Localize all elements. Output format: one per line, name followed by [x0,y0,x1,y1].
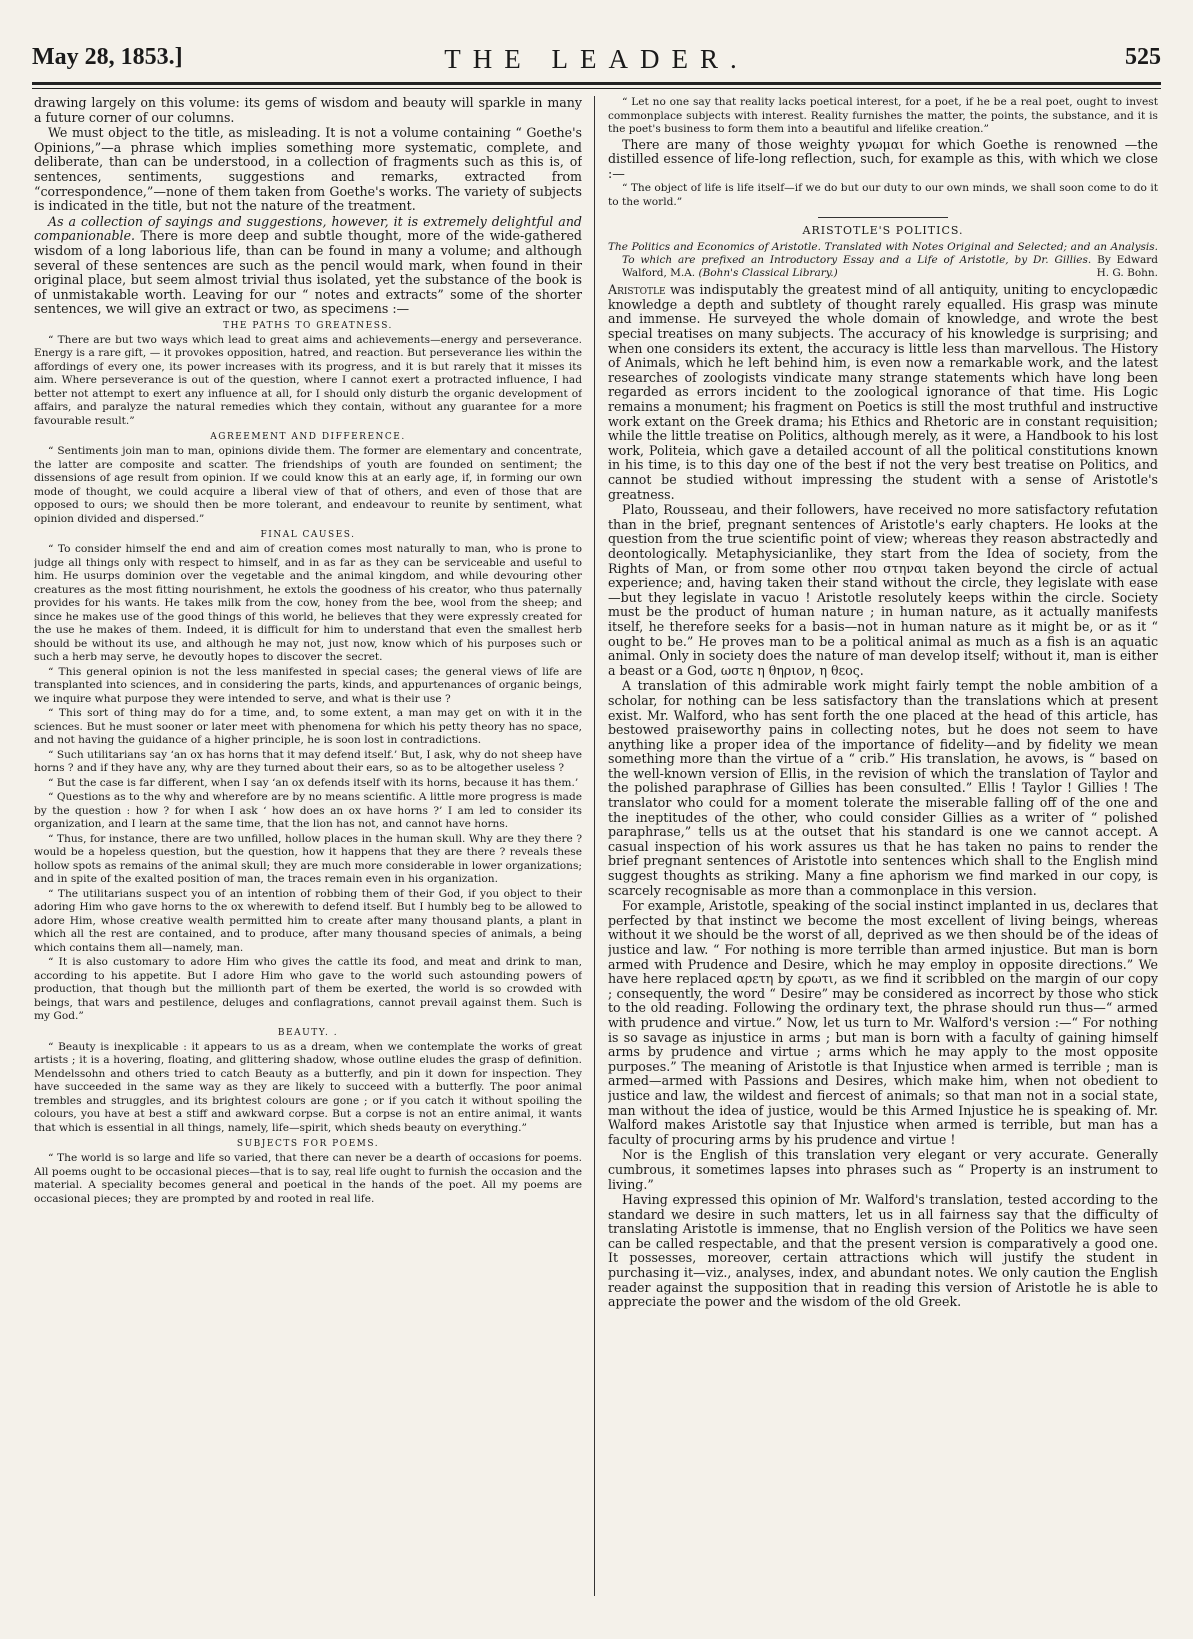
quotation: “ To consider himself the end and aim of creation comes most naturally to man, who is prone to judge all things only with respect to himself, and in as far as they can be serviceable and useful to him. He usurps dominion over the vegetable and the animal kingdom, and while devouring other creatures as the most fitting nourishment, he extols the goodness of his creator, who thus paternally provides for his wants. He takes milk from the cow, honey from the bee, wool from the sheep; and since he makes use of the good things of this world, he believes that they were expressly created for the use he makes of them. Indeed, it is difficult for him to understand that even the smallest herb should be without its use, and although he may not, just now, know which of his purposes such or such a herb may serve, he devoutly hopes to discover the secret. [34,543,582,664]
paragraph-text: There is more deep and subtle thought, more of the wide-gathered wisdom of a long laborious life, than can be found in many a volume; and although several of these sentences are such as the pencil would mark, when found in their original place, but seem almost trivial thus isolated, yet the substance of the book is of unmistakable worth. Leaving for our “ notes and extracts” some of the shorter sentences, we will give an extract or two, as specimens :— [34,228,582,317]
right-column [608,96,1158,1596]
quotation: “ Such utilitarians say ‘an ox has horns that it may defend itself.’ But, I ask, why do not sheep have horns ? and if they have any, why are they turned about their ears, so as to be altogether useless ? [34,748,582,775]
paragraph: There are many of those weighty γνωμαι for which Goethe is renowned —the distilled essence of life-long reflection, such, for example as this, with which we close :— [608,136,1158,181]
section-heading: FINAL CAUSES. [260,530,356,541]
paragraph: Plato, Rousseau, and their followers, have received no more satisfactory refutation than in the brief, pregnant sentences of Aristotle's early chapters. He looks at the question from the true scientific point of view; whereas they reason abstractedly and deontologically. Metaphysicianlike, they start from the Idea of society, from the Rights of Man, or from some other πoυ στηναι taken beyond the circle of actual experience; and, having taken their stand without the circle, they legislate with ease—but they legislate in vacuo ! Aristotle resolutely keeps within the circle. Society must be the product of human nature ; in human nature, as it actually manifests itself, he therefore seeks for a basis—not in human nature as it might be, or as it “ ought to be.” He proves man to be a political animal as much as a fish is an aquatic animal. Only in society does the nature of man develop itself; without it, man is either a beast or a God, ωστε η θηριον, η θεος. [608,502,1158,678]
quotation: “ The object of life is life itself—if we do but our duty to our own minds, we shall soon come to do it to the world.” [608,182,1158,208]
left-column [34,96,582,1596]
article-separator [818,217,948,218]
paper-title: THE LEADER. [444,44,749,74]
quotation: “ The world is so large and life so varied, that there can never be a dearth of occasions for poems. All poems ought to be occasional pieces—that is to say, real life ought to furnish the occasion and the material. A speciality becomes general and poetical in the hands of the poet. All my poems are occasional pieces; they are prompted by and rooted in real life. [34,1152,582,1205]
column-divider [594,96,595,1596]
quotation: “ But the case is far different, when I say ‘an ox defends itself with its horns, because it has them.’ [48,776,579,789]
italic-lead: As a collection of sayings and suggestions, however, it is extremely delightful and companionable. [34,213,582,244]
paragraph: Nor is the English of this translation very elegant or very accurate. Generally cumbrous, it sometimes lapses into phrases such as “ Property is an instrument to living.” [608,1147,1158,1192]
section-heading: THE PATHS TO GREATNESS. [223,320,393,331]
quotation: “ The utilitarians suspect you of an intention of robbing them of their God, if you object to their adoring Him who gave horns to the ox wherewith to defend itself. But I humbly beg to be allowed to adore Him, whose creative wealth permitted him to create after many thousand plants, a plant in which all the rest are contained, and to produce, after many thousand species of animals, a being which contains them all—namely, man. [34,887,582,954]
issue-date: May 28, 1853.] [32,44,183,70]
quotation: “ Questions as to the why and wherefore are by no means scientific. A little more progress is made by the question : how ? for when I ask ‘ how does an ox have horns ?’ I am led to consider its organization, and I learn at the same time, that the lion has not, and cannot have horns. [34,791,582,831]
drop-lead: Aristotle [608,282,666,298]
paragraph: A translation of this admirable work might fairly tempt the noble ambition of a scholar, for nothing can be less satisfactory than the translations which at present exist. Mr. Walford, who has sent forth the one placed at the head of this article, has bestowed praiseworthy pains in collecting notes, but he does not seem to have anything like a proper idea of the importance of fidelity—and by fidelity we mean something more than the virtue of a “ crib.” His translation, he avows, is “ based on the well-known version of Ellis, in the revision of which the translation of Taylor and the polished paraphrase of Gillies has been consulted.” Ellis ! Taylor ! Gillies ! The translator who could for a moment tolerate the miserable falling off of the one and the ineptitudes of the other, who could consider Gillies as a writer of “ polished paraphrase,” tells us at the outset that his standard is one we cannot accept. A casual inspection of his work assures us that he has taken no pains to render the brief pregnant sentences of Aristotle into sentences which shall to the English mind suggest thoughts as striking. Many a fine aphorism we find marked in our copy, is scarcely recognisable as more than a commonplace in this version. [608,678,1158,898]
page-number: 525 [1125,44,1161,70]
bibliographic-note [608,241,1158,280]
paragraph: For example, Aristotle, speaking of the social instinct implanted in us, declares that perfected by that instinct we become the most excellent of living beings, whereas without it we should be the worst of all, deprived as we then should be of the ideas of justice and law. “ For nothing is more terrible than armed injustice. But man is born armed with Prudence and Desire, which he may employ in opposite directions.” We have here replaced αρετη by ερωτι, as we find it scribbled on the margin of our copy ; consequently, the word “ Desire” may be considered as incorrect by those who stick to the old reading. Following the ordinary text, the phrase should run thus—“ armed with prudence and virtue.” Now, let us turn to Mr. Walford's version :—“ For nothing is so savage as injustice in arms ; but man is born with a faculty of gaining himself arms by prudence and virtue ; arms which he may apply to the most opposite purposes.” The meaning of Aristotle is that Injustice when armed is terrible ; man is armed—armed with Passions and Desires, which make him, when not obedient to justice and law, the wildest and fiercest of animals; so that man not in a social state, man without the idea of justice, would be this Armed Injustice he is speaking of. Mr. Walford makes Aristotle say that Injustice when armed is terrible, but man has a faculty of procuring arms by his prudence and virtue ! [608,898,1158,1147]
quotation: “ Thus, for instance, there are two unfilled, hollow places in the human skull. Why are they there ? would be a hopeless question, but the question, how it happens that they are there ? reveals these hollow spots as remains of the animal skull; they are much more considerable in lower organizations; and in spite of the exalted position of man, the traces remain even in his organization. [34,832,582,886]
paragraph: We must object to the title, as misleading. It is not a volume containing “ Goethe's Opinions,”—a phrase which implies something more systematic, complete, and deliberate, than can be understood, in a collection of fragments such as this is, of sentences, sentiments, suggestions and remarks, extracted from “correspondence,”—none of them taken from Goethe's works. The variety of subjects is indicated in the title, but not the nature of the treatment. [34,125,582,214]
quotation: “ Sentiments join man to man, opinions divide them. The former are elementary and concentrate, the latter are composite and scatter. The friendships of youth are founded on sentiment; the dissensions of age result from opinion. If we could know this at an early age, if, in forming our own mode of thought, we could acquire a liberal view of that of others, and even of those that are opposed to ours; we should then be more tolerant, and endeavour to reunite by sentiment, what opinion divided and dispersed.” [34,445,582,525]
masthead-rule-thick [32,82,1161,85]
section-heading: AGREEMENT AND DIFFERENCE. [210,432,406,443]
masthead [32,44,1161,80]
paragraph: Having expressed this opinion of Mr. Walford's translation, tested according to the standard we desire in such matters, let us in all fairness say that the difficulty of translating Aristotle is immense, that no English version of the Politics we have seen can be called respectable, and that the present version is comparatively a good one. It possesses, moreover, certain attractions which will justify the student in purchasing it—viz., analyses, index, and abundant notes. We only caution the English reader against the supposition that in reading this version of Aristotle he is able to appreciate the power and the wisdom of the old Greek. [608,1192,1158,1310]
review-title: ARISTOTLE'S POLITICS. [802,224,964,238]
book-publisher: H. G. Bohn. [1096,267,1158,280]
masthead-rule-thin [32,88,1161,89]
section-heading: SUBJECTS FOR POEMS. [236,1139,380,1150]
book-author: By Edward Walford, M.A. [622,254,1158,280]
quotation: “ This general opinion is not the less manifested in special cases; the general views of life are transplanted into sciences, and in considering the parts, kinds, and appurtenances of organic beings, we inquire what purpose they were intended to serve, and what is their use ? [34,665,582,705]
quotation: “ It is also customary to adore Him who gives the cattle its food, and meat and drink to man, according to his appetite. But I adore Him who gave to the world such astounding powers of production, that though but the millionth part of them be exerted, the world is so crowded with beings, that wars and pestilence, deluges and conflagrations, cannot prevail against them. Such is my God.” [34,956,582,1023]
paragraph-text: was indisputably the greatest mind of all antiquity, uniting to encyclopædic knowledge a depth and subtlety of thought rarely equalled. His grasp was minute and immense. He surveyed the whole domain of knowledge, and wrote the best special treatises on many subjects. The accuracy of his knowledge is surprising; and when one considers its extent, the accuracy is little less than marvellous. The History of Animals, which he left behind him, is even now a remarkable work, and the latest researches of zoologists vindicate many strange statements which have long been regarded as errors incident to the zoological ignorance of that time. His Logic remains a monument; his fragment on Poetics is still the most truthful and instructive work extant on the Greek drama; his Ethics and Rhetoric are in constant requisition; while the little treatise on Politics, although merely, as it were, a Handbook to his lost work, Politeia, which gave a detailed account of all the political constitutions known in his time, is to this day one of the best if not the very best treatise on Politics, and cannot be studied without impressing the student with a sense of Aristotle's greatness. [608,282,1158,502]
quotation: “ There are but two ways which lead to great aims and achievements—energy and perseverance. Energy is a rare gift, — it provokes opposition, hatred, and reaction. But perseverance lies within the affordings of every one, its power increases with its progress, and it is but rarely that it misses its aim. Where perseverance is out of the question, where I cannot exert a protracted influence, I had better not attempt to exert any influence at all, for I should only disturb the organic development of affairs, and paralyze the natural remedies which they contain, without any guarantee for a more favourable result.” [34,333,582,427]
book-series: (Bohn's Classical Library.) [698,267,838,280]
quotation: “ Beauty is inexplicable : it appears to us as a dream, when we contemplate the works of great artists ; it is a hovering, floating, and glittering shadow, whose outline eludes the grasp of definition. Mendelssohn and others tried to catch Beauty as a butterfly, and pin it down for inspection. They have succeeded in the same way as they are likely to succeed with a butterfly. The poor animal trembles and struggles, and its brightest colours are gone ; or if you catch it without spoiling the colours, you have at best a stiff and awkward corpse. But a corpse is not an entire animal, it wants that which is essential in all things, namely, life—spirit, which sheds beauty on everything.” [34,1040,582,1134]
paragraph [608,283,1158,502]
paragraph [34,215,582,317]
section-heading: BEAUTY. . [277,1027,339,1038]
paragraph: drawing largely on this volume: its gems of wisdom and beauty will sparkle in many a future corner of our columns. [34,96,582,125]
quotation: “ This sort of thing may do for a time, and, to some extent, a man may get on with it in the sciences. But he must sooner or later meet with phenomena for which his petty theory has no space, and not having the guidance of a higher principle, he is soon lost in contradictions. [34,707,582,747]
quotation: “ Let no one say that reality lacks poetical interest, for a poet, if he be a real poet, ought to invest commonplace subjects with interest. Reality furnishes the matter, the points, the substance, and it is the poet's business to form them into a beautiful and lifelike creation.” [608,96,1158,135]
book-title: The Politics and Economics of Aristotle. Translated with Notes Original and Selected; and an Analysis. To which are prefixed an Introductory Essay and a Life of Aristotle, by Dr. Gillies. [608,241,1158,267]
